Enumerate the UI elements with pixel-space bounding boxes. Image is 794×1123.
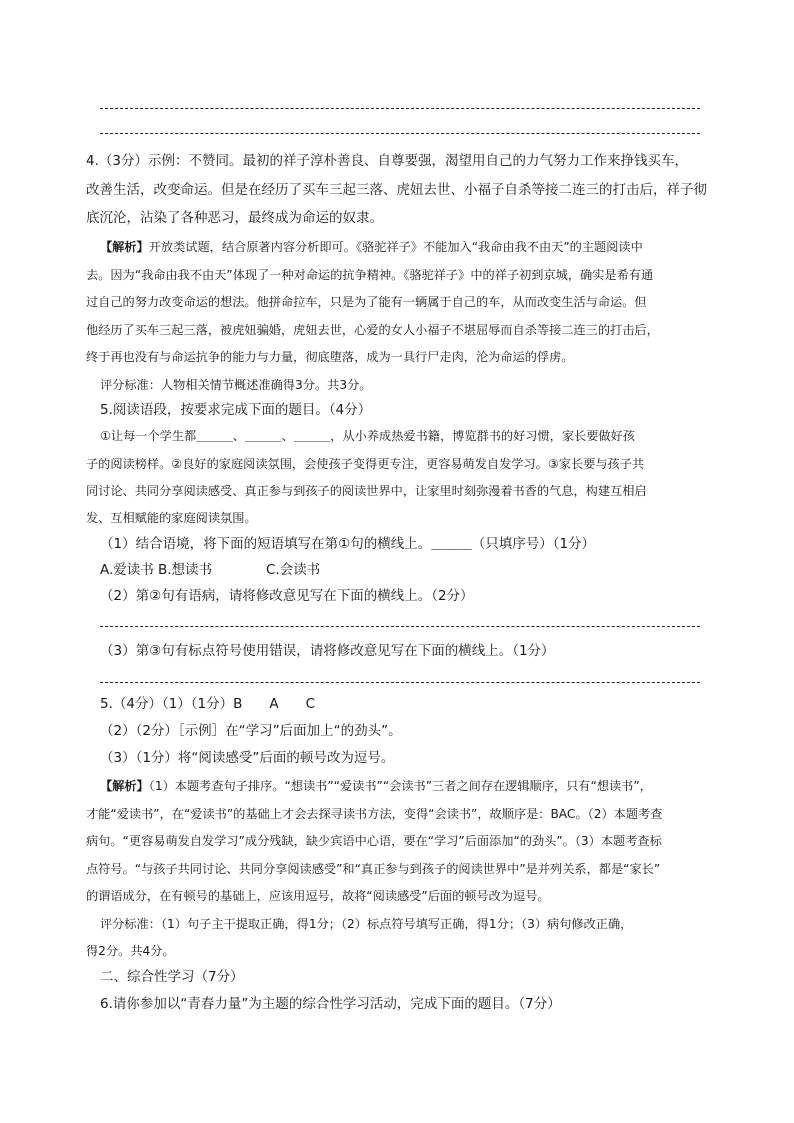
q5-passage-line-1: ①让每一个学生都＿＿＿、＿＿＿、＿＿＿，从小养成热爱书籍，博览群书的好习惯，家长要做好孩 — [100, 429, 635, 443]
q5-analysis-line-1: 【解析】（1）本题考查句子排序。“想读书”“爱读书”“会读书”三者之间存在逻辑顺序，只有“想读书”， — [100, 779, 652, 793]
q4-analysis-line-5: 终于再也没有与命运抗争的能力与力量，彻底堕落，成为一具行尸走肉，沦为命运的俘虏。 — [86, 350, 574, 364]
answer-line — [100, 108, 700, 109]
analysis-tag: 【解析】 — [100, 240, 149, 254]
q4-answer-line-1: 4.（3分）示例：不赞同。最初的祥子淳朴善良、自尊要强，渴望用自己的力气努力工作来挣钱买车， — [86, 153, 688, 169]
answer-line — [100, 133, 700, 134]
answer-line — [100, 626, 700, 627]
q5-sub3: （3）第③句有标点符号使用错误，请将修改意见写在下面的横线上。（1分） — [100, 643, 555, 659]
q5-answer-2: （2）（2分）［示例］在“学习”后面加上“的劲头”。 — [100, 723, 402, 739]
q6-title: 6.请你参加以“青春力量”为主题的综合性学习活动，完成下面的题目。（7分） — [100, 996, 561, 1012]
answer-line — [100, 682, 700, 683]
q5-scoring-line-2: 得2分。共4分。 — [86, 944, 175, 958]
q5-title: 5.阅读语段，按要求完成下面的题目。（4分） — [100, 402, 372, 418]
q5-passage-line-4: 发、互相赋能的家庭阅读氛围。 — [86, 511, 257, 525]
q4-answer-line-2: 改善生活，改变命运。但是在经历了买车三起三落、虎妞去世、小福子自杀等接二连三的打击后，祥子彻 — [86, 182, 707, 198]
q5-scoring-line-1: 评分标准：（1）句子主干提取正确，得1分；（2）标点符号填写正确，得1分；（3）病句修改正确， — [100, 917, 633, 931]
q4-analysis-line-2: 去。因为“我命由我不由天”体现了一种对命运的抗争精神。《骆驼祥子》中的祥子初到京城，确实是希有通 — [86, 268, 654, 282]
option-a: A.爱读书 — [100, 562, 154, 578]
q5-options — [100, 560, 720, 580]
q5-answer-1: 5.（4分）（1）（1分）B A C — [100, 696, 316, 712]
q5-sub2: （2）第②句有语病，请将修改意见写在下面的横线上。（2分） — [100, 588, 474, 604]
q5-analysis-line-2: 才能“爱读书”，在“爱读书”的基础上才会去探寻读书方法，变得“会读书”，故顺序是：BAC。（2）本题考查 — [86, 807, 663, 821]
section-heading: 二、综合性学习（7分） — [100, 969, 244, 985]
q5-sub1: （1）结合语境，将下面的短语填写在第①句的横线上。＿＿＿（只填序号）（1分） — [100, 536, 596, 552]
q4-analysis-line-1: 【解析】开放类试题，结合原著内容分析即可。《骆驼祥子》不能加入“我命由我不由天”的主题阅读中 — [100, 240, 643, 254]
q5-analysis-line-3: 病句。“更容易萌发自发学习”成分残缺，缺少宾语中心语，要在“学习”后面添加“的劲头”。（3）本题考查标 — [86, 834, 662, 848]
q5-analysis-line-4: 点符号。“与孩子共同讨论、共同分享阅读感受”和“真正参与到孩子的阅读世界中”是并列关系，都是“家长” — [86, 862, 661, 876]
option-b: B.想读书 — [158, 562, 213, 578]
analysis-tag: 【解析】 — [100, 779, 149, 793]
q5-passage-line-2: 子的阅读榜样。②良好的家庭阅读氛围，会使孩子变得更专注，更容易萌发自发学习。③家长要与孩子共 — [86, 457, 645, 471]
q4-analysis-line-4: 他经历了买车三起三落，被虎妞骗婚，虎妞去世，心爱的女人小福子不堪屈辱而自杀等接二连三的打击后， — [86, 323, 659, 337]
q4-analysis-line-3: 过自己的努力改变命运的想法。他拼命拉车，只是为了能有一辆属于自己的车，从而改变生活与命运。但 — [86, 295, 647, 309]
q5-passage-line-3: 同讨论、共同分享阅读感受、真正参与到孩子的阅读世界中，让家里时刻弥漫着书香的气息，构建互相启 — [86, 484, 647, 498]
q4-scoring: 评分标准：人物相关情节概述准确得3分。共3分。 — [100, 378, 372, 392]
q5-answer-3: （3）（1分）将“阅读感受”后面的顿号改为逗号。 — [100, 750, 395, 766]
q5-analysis-line-5: 的谓语成分，在有顿号的基础上，应该用逗号，故将“阅读感受”后面的顿号改为逗号。 — [86, 889, 550, 903]
option-c: C.会读书 — [266, 562, 321, 578]
q4-answer-line-3: 底沉沦，沾染了各种恶习，最终成为命运的奴隶。 — [86, 210, 383, 226]
